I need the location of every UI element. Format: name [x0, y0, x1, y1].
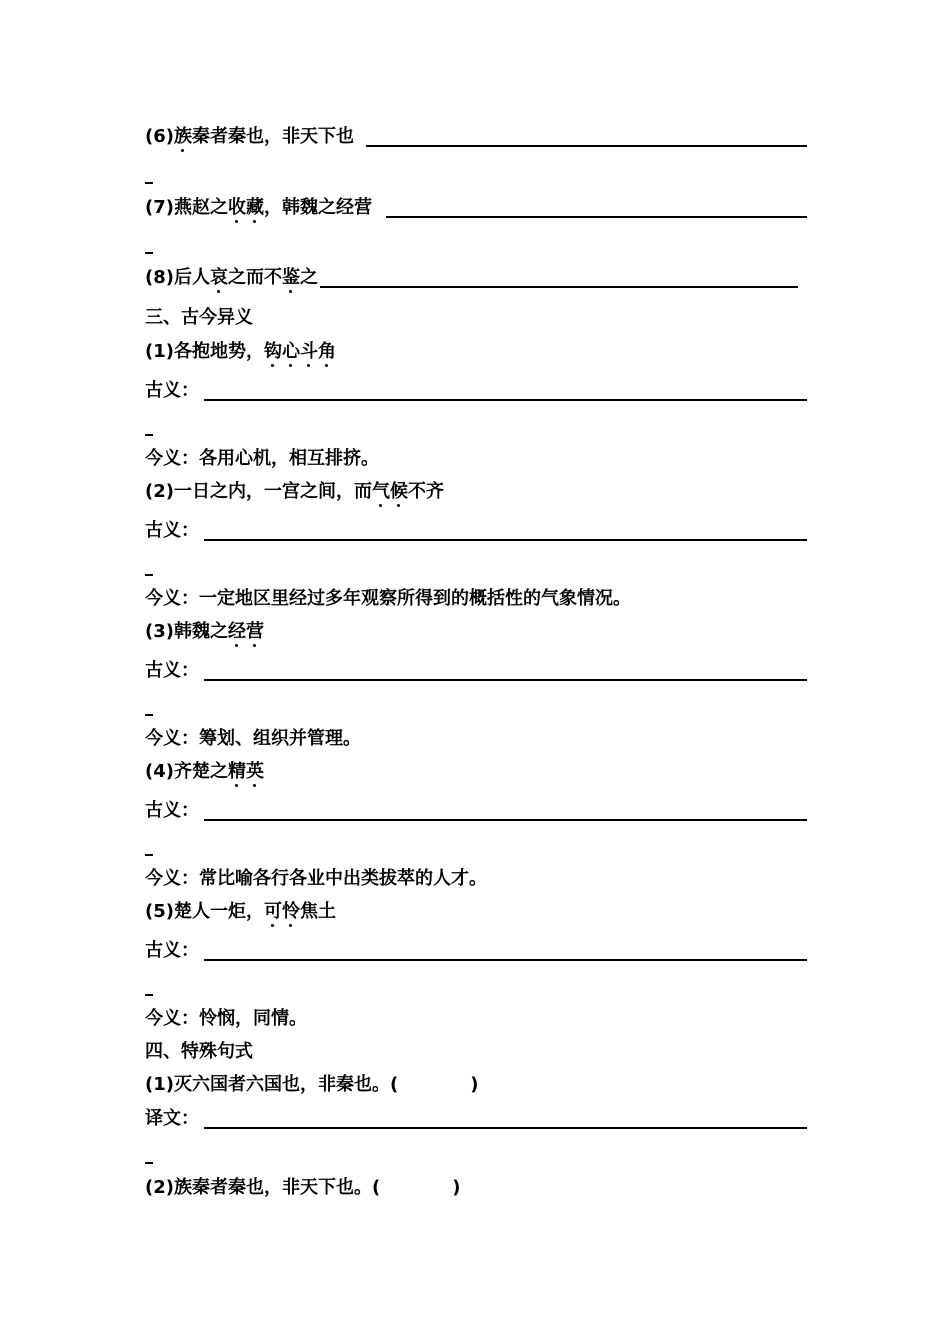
- s2-item-8: (8)后人哀之而不鉴之: [145, 267, 318, 288]
- answer-blank[interactable]: [320, 286, 798, 288]
- answer-blank[interactable]: [366, 145, 807, 147]
- ancient-meaning-label: 古义：: [145, 660, 199, 681]
- s3-item-1: (1)各抱地势，钩心斗角: [145, 341, 336, 362]
- modern-meaning: 今义：各用心机，相互排挤。: [145, 448, 379, 469]
- ancient-meaning-label: 古义：: [145, 380, 199, 401]
- translation-blank[interactable]: [204, 1127, 807, 1129]
- section-heading-3: 三、古今异义: [145, 307, 253, 328]
- s3-item-5: (5)楚人一炬，可怜焦土: [145, 901, 336, 922]
- blank-tail: [145, 574, 153, 576]
- translation-label: 译文：: [145, 1108, 199, 1129]
- modern-meaning: 今义：一定地区里经过多年观察所得到的概括性的气象情况。: [145, 588, 631, 609]
- modern-meaning: 今义：筹划、组织并管理。: [145, 728, 361, 749]
- ancient-meaning-label: 古义：: [145, 520, 199, 541]
- modern-meaning: 今义：怜悯，同情。: [145, 1008, 307, 1029]
- s4-item-1: (1)灭六国者六国也，非秦也。( ): [145, 1074, 479, 1095]
- s3-item-4: (4)齐楚之精英: [145, 761, 264, 782]
- s2-item-7: (7)燕赵之收藏，韩魏之经营: [145, 197, 372, 218]
- ancient-meaning-blank[interactable]: [204, 959, 807, 961]
- blank-tail: [145, 434, 153, 436]
- section-heading-4: 四、特殊句式: [145, 1041, 253, 1062]
- answer-blank[interactable]: [386, 216, 807, 218]
- blank-tail: [145, 714, 153, 716]
- item-text: 族秦者秦也，非天下也: [173, 126, 354, 147]
- s4-item-2: (2)族秦者秦也，非天下也。( ): [145, 1177, 461, 1198]
- ancient-meaning-label: 古义：: [145, 800, 199, 821]
- s3-item-3: (3)韩魏之经营: [145, 621, 264, 642]
- ancient-meaning-blank[interactable]: [204, 819, 807, 821]
- ancient-meaning-label: 古义：: [145, 940, 199, 961]
- blank-tail: [145, 252, 153, 254]
- s3-item-2: (2)一日之内，一宫之间，而气候不齐: [145, 481, 444, 502]
- ancient-meaning-blank[interactable]: [204, 539, 807, 541]
- blank-tail: [145, 1162, 153, 1164]
- modern-meaning: 今义：常比喻各行各业中出类拔萃的人才。: [145, 868, 487, 889]
- ancient-meaning-blank[interactable]: [204, 679, 807, 681]
- blank-tail: [145, 182, 153, 184]
- blank-tail: [145, 854, 153, 856]
- s2-item-6: (6)族秦者秦也，非天下也: [145, 126, 354, 147]
- ancient-meaning-blank[interactable]: [204, 399, 807, 401]
- blank-tail: [145, 994, 153, 996]
